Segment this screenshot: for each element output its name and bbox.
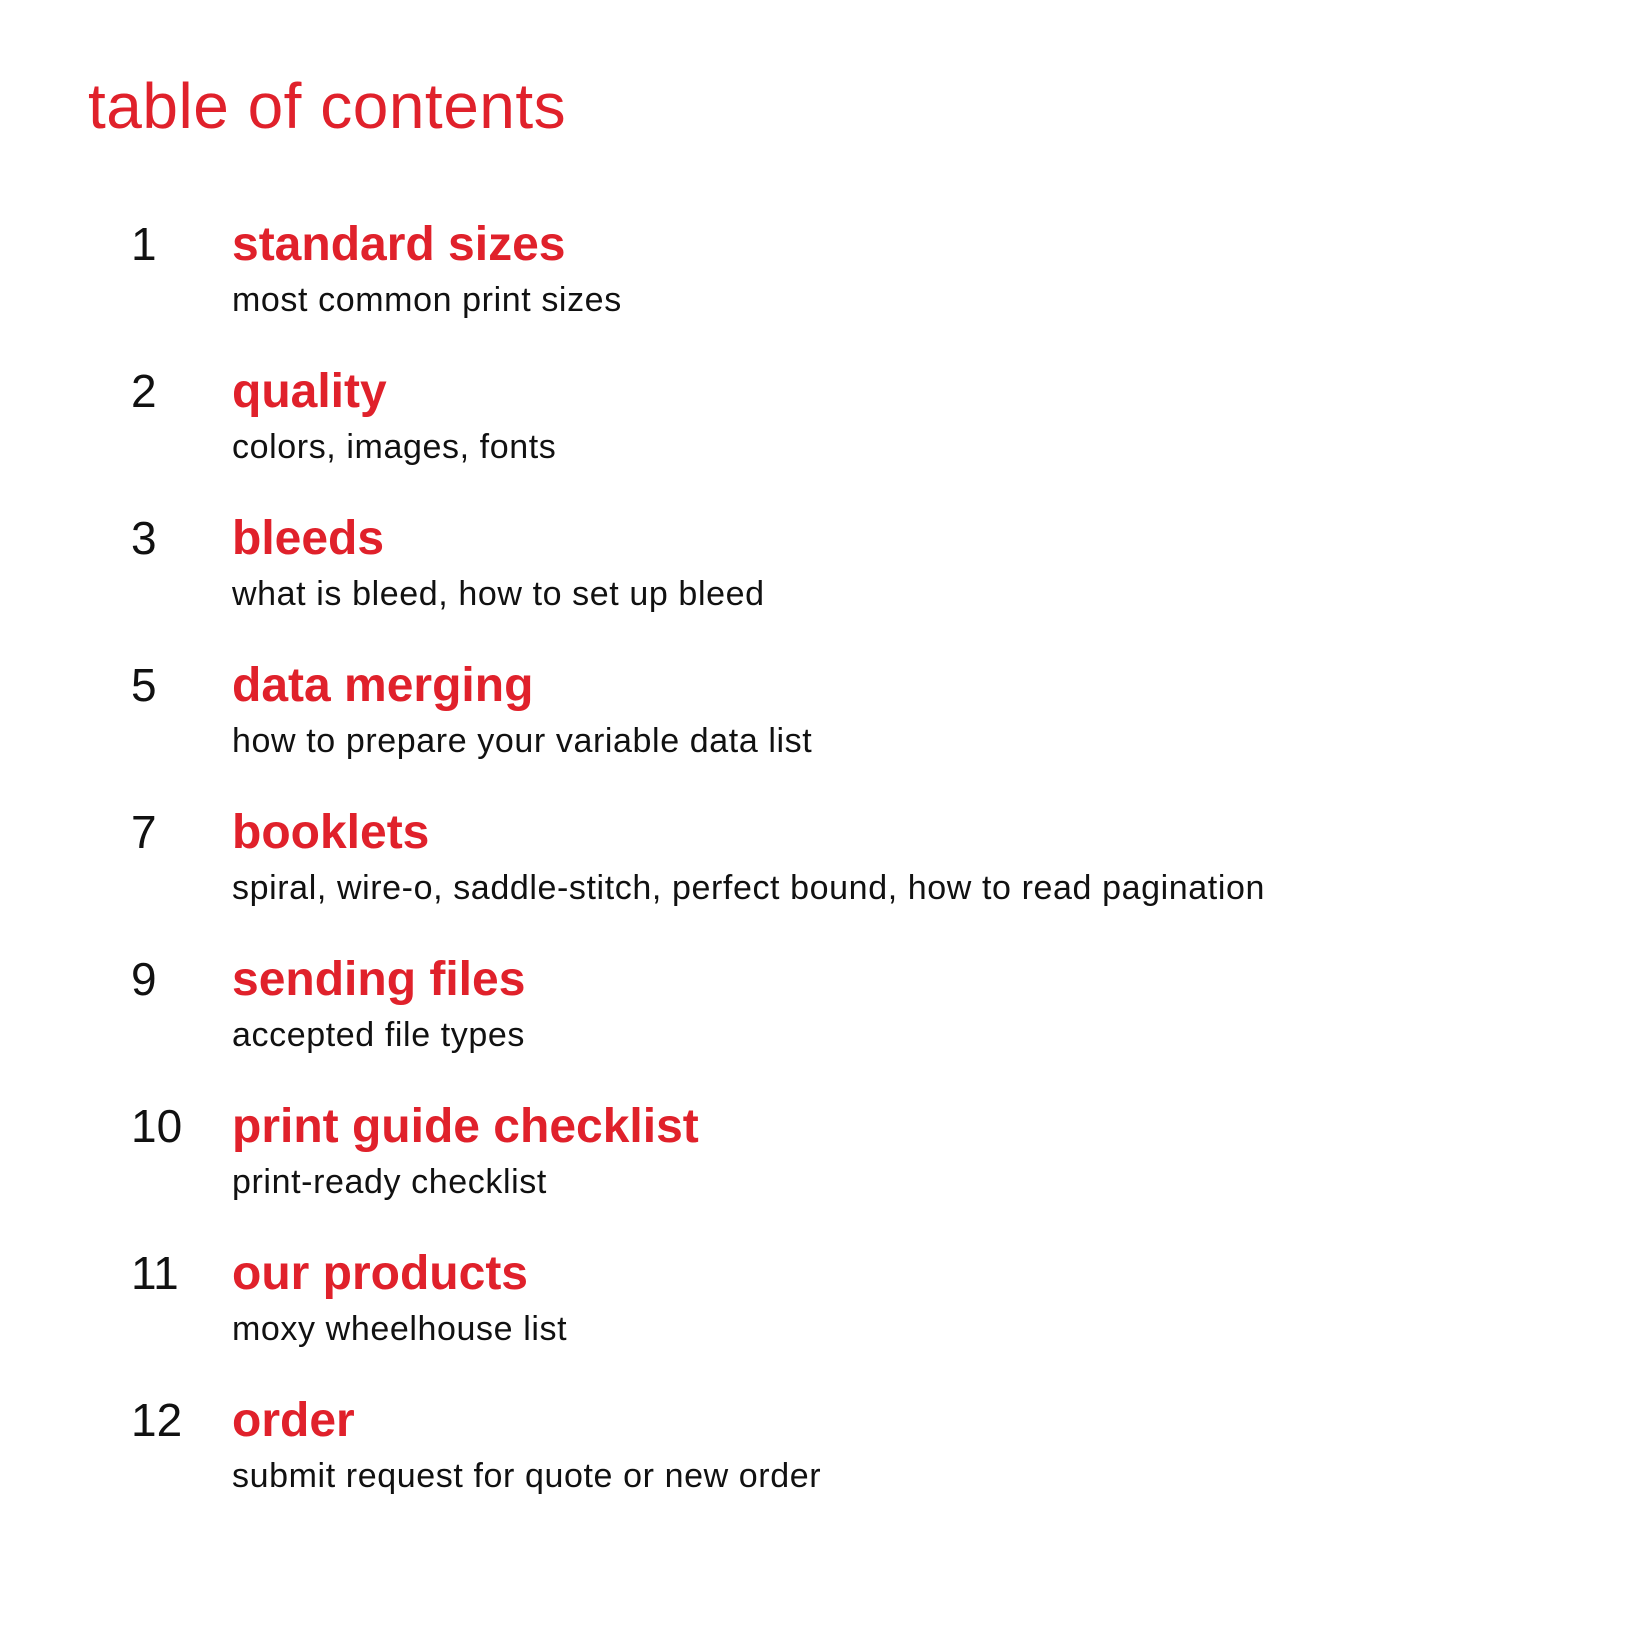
toc-heading[interactable]: quality [232, 365, 387, 418]
toc-description: spiral, wire-o, saddle-stitch, perfect bound, how to read pagination [232, 869, 1266, 907]
toc-heading[interactable]: booklets [232, 806, 430, 859]
toc-page-number: 5 [131, 659, 157, 711]
toc-heading[interactable]: our products [232, 1247, 528, 1300]
toc-entry-bleeds[interactable] [0, 514, 1650, 661]
toc-entry-quality[interactable] [0, 367, 1650, 514]
toc-page-number: 9 [131, 953, 157, 1005]
toc-description: moxy wheelhouse list [232, 1310, 568, 1348]
toc-page-number: 3 [131, 512, 157, 564]
toc-entry-print-guide-checklist[interactable] [0, 1102, 1650, 1249]
toc-heading[interactable]: bleeds [232, 512, 385, 565]
toc-description: colors, images, fonts [232, 428, 557, 466]
toc-entry-our-products[interactable] [0, 1249, 1650, 1396]
toc-page-number: 7 [131, 806, 157, 858]
toc-list [0, 220, 1650, 1543]
toc-heading[interactable]: print guide checklist [232, 1100, 699, 1153]
toc-page-number: 11 [131, 1247, 179, 1299]
toc-entry-sending-files[interactable] [0, 955, 1650, 1102]
toc-page-number: 10 [131, 1100, 183, 1152]
toc-entry-data-merging[interactable] [0, 661, 1650, 808]
page-title: table of contents [88, 70, 567, 142]
toc-description: accepted file types [232, 1016, 526, 1054]
toc-description: what is bleed, how to set up bleed [232, 575, 765, 613]
toc-heading[interactable]: order [232, 1394, 355, 1447]
toc-page-number: 1 [131, 218, 157, 270]
toc-heading[interactable]: sending files [232, 953, 526, 1006]
toc-heading[interactable]: data merging [232, 659, 534, 712]
toc-description: how to prepare your variable data list [232, 722, 813, 760]
toc-page-number: 12 [131, 1394, 183, 1446]
toc-page-number: 2 [131, 365, 157, 417]
toc-description: print-ready checklist [232, 1163, 547, 1201]
toc-entry-order[interactable] [0, 1396, 1650, 1543]
toc-entry-standard-sizes[interactable] [0, 220, 1650, 367]
toc-description: most common print sizes [232, 281, 622, 319]
toc-entry-booklets[interactable] [0, 808, 1650, 955]
toc-description: submit request for quote or new order [232, 1457, 822, 1495]
toc-heading[interactable]: standard sizes [232, 218, 566, 271]
